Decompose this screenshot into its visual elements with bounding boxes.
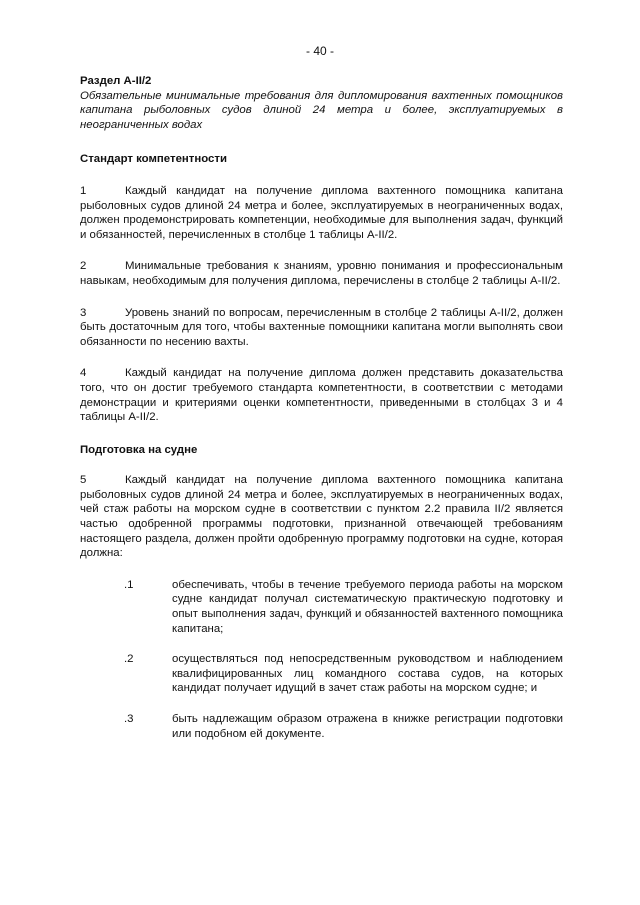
paragraph-1	[80, 184, 563, 242]
section-title: Раздел A-II/2	[80, 75, 152, 87]
paragraph-3	[80, 306, 563, 350]
paragraph-number: 3	[80, 306, 87, 319]
paragraph-number: 5	[80, 474, 87, 487]
list-item-number: .1	[124, 578, 134, 591]
heading-onboard-training: Подготовка на судне	[80, 443, 198, 456]
document-content	[80, 74, 563, 741]
paragraph-number: 1	[80, 184, 87, 197]
page-number: - 40 -	[305, 44, 334, 58]
paragraph-text: Уровень знаний по вопросам, перечисленным в столбце 2 таблицы A-II/2, должен быть достаточным для того, чтобы вахтенные помощники капитана могли выполнять свои обязанности по несению вахты.	[80, 306, 563, 348]
paragraph-2	[80, 259, 563, 288]
paragraph-text: Каждый кандидат на получение диплома вахтенного помощника капитана рыболовных судов длиной 24 метра и более, эксплуатируемых в неограниченных водах, чей стаж работы на морском судне в соответствии с пунктом 2.2 правила II/2 является частью одобренной программы подготовки, признанной отвечающей требованиям настоящего раздела, должен пройти одобренную программу подготовки на судне, которая должна:	[80, 474, 563, 560]
paragraph-5	[80, 473, 563, 561]
list-item-text: обеспечивать, чтобы в течение требуемого периода работы на морском судне кандидат получал систематическую практическую подготовку и опыт выполнения задач, функций и обязанностей вахтенного помощника капитана;	[172, 578, 563, 635]
list-item-2	[80, 652, 563, 696]
list-item-1	[80, 578, 563, 636]
list-item-3	[80, 712, 563, 741]
paragraph-number: 4	[80, 367, 87, 380]
heading-competence-standard: Стандарт компетентности	[80, 153, 227, 166]
list-item-number: .3	[124, 713, 134, 725]
list-item-text: осуществляться под непосредственным руководством и наблюдением квалифицированных лиц командного состава судов, на которых кандидат получает идущий в зачет стаж работы на морском судне; и	[172, 653, 563, 695]
training-requirements-list	[80, 578, 563, 741]
list-item-number: .2	[124, 653, 134, 666]
section-subtitle: Обязательные минимальные требования для дипломирования вахтенных помощников капитана рыболовных судов длиной 24 метра и более, эксплуатируемых в неограниченных водах	[80, 89, 563, 131]
paragraph-number: 2	[80, 260, 87, 273]
paragraph-text: Каждый кандидат на получение диплома вахтенного помощника капитана рыболовных судов длиной 24 метра и более, эксплуатируемых в неограниченных водах, должен продемонстрировать компетенции, необходимые для выполнения задач, функций и обязанностей, перечисленных в столбце 1 таблицы A-II/2.	[80, 184, 563, 241]
paragraph-text: Минимальные требования к знаниям, уровню понимания и профессиональным навыкам, необходимым для получения диплома, перечислены в столбце 2 таблицы A-II/2.	[80, 260, 563, 287]
paragraph-text: Каждый кандидат на получение диплома должен представить доказательства того, что он достиг требуемого стандарта компетентности, в соответствии с методами демонстрации и критериями оценки компетентности, приведенными в столбцах 3 и 4 таблицы A-II/2.	[80, 367, 563, 424]
paragraph-4	[80, 366, 563, 424]
list-item-text: быть надлежащим образом отражена в книжке регистрации подготовки или подобном ей документе.	[172, 713, 563, 740]
